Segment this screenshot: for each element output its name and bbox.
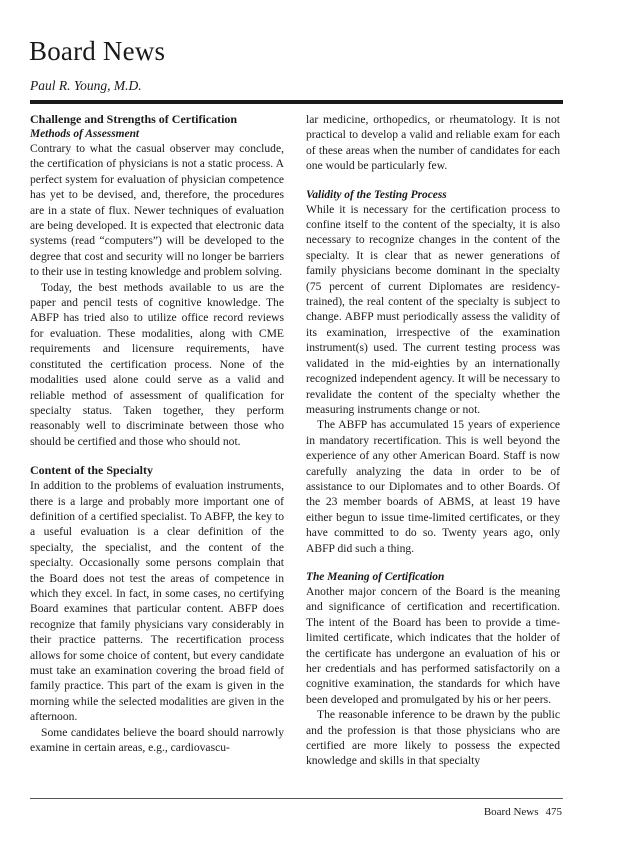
footer-rule	[30, 798, 563, 799]
subheading-validity: Validity of the Testing Process	[306, 188, 447, 201]
section-heading-challenge: Challenge and Strengths of Certification	[30, 112, 238, 126]
paragraph: Today, the best methods available to us are the paper and pencil tests of cognitive knowledge. The ABFP has tried also to utilize office record reviews for evaluation. These modalities, along with CME requirements and licensure requirements, have constituted the certification process. None of the modalities used alone could serve as a valid and reliable method of assessment of qualification for specialty status. Taken together, they perform reasonably well to discriminate between those who should be certified and those who should not.	[30, 280, 284, 448]
page-footer	[484, 806, 562, 818]
paragraph: Contrary to what the casual observer may conclude, the certification of physicians is not a static process. A perfect system for evaluation of physician competence has yet to be devised, and, therefore, the procedures are in a state of flux. Newer techniques of evaluation are being developed. It is expected that electronic data systems (read “computers”) will be developed to the degree that cost and security will no longer be barriers to their use in testing knowledge and problem solving.	[30, 142, 284, 279]
header-rule	[30, 100, 563, 104]
paragraph: While it is necessary for the certification process to confine itself to the content of the specialty, it is also necessary to recognize changes in the content of the specialty. It is clear that as newer generations of family physicians become dominant in the specialty (75 percent of current Diplomates are residency-trained), the real content of the specialty is subject to change. ABFP must periodically assess the validity of its examination, irrespective of the examination instrument(s) used. The current testing process was validated in the mid-eighties by an internationally recognized independent agency. It will be necessary to revalidate the content of the specialty whether the measuring instruments change or not.	[306, 202, 560, 416]
paragraph: The reasonable inference to be drawn by the public and the profession is that those physicians who are certified are more likely to possess the expected knowledge and skills in that specialty	[306, 708, 560, 768]
running-title: Board News	[483, 806, 539, 818]
paragraph: In addition to the problems of evaluation instruments, there is a large and probably more important one of definition of a certified specialist. To ABFP, the key to a useful evaluation is a clear definition of the specialty, the specialist, and the content of the specialty. Occasionally some persons complain that the Board does not test the areas of competence in which they excel. In fact, in some cases, no certifying Board examines that particular content. ABFP does recognize that family physicians vary considerably in their practice patterns. The recertification process allows for some choice of content, but every candidate must take an examination covering the broad field of family practice. This part of the exam is given in the morning while the selected modalities are given in the afternoon.	[30, 479, 284, 724]
right-column	[306, 112, 560, 769]
subheading-methods: Methods of Assessment	[30, 128, 140, 140]
paragraph: lar medicine, orthopedics, or rheumatology. It is not practical to develop a valid and reliable exam for each of these areas when the number of candidates for each one would be particularly few.	[306, 113, 560, 173]
page-title: Board News	[29, 36, 166, 66]
paragraph: The ABFP has accumulated 15 years of experience in mandatory recertification. This is well beyond the experience of any other American Board. Staff is now carefully analyzing the data in order to be of assistance to our Diplomates and to other Boards. Of the 23 member boards of ABMS, at least 19 have either begun to issue time-limited certificates, or they have committed to do so. Twenty years ago, only ABFP did such a thing.	[306, 418, 560, 555]
section-heading-content: Content of the Specialty	[30, 463, 153, 478]
author-byline: Paul R. Young, M.D.	[30, 78, 142, 93]
paragraph: Another major concern of the Board is the meaning and significance of certification and recertification. The intent of the Board has been to provide a time-limited certificate, which indicates that the holder of the certificate has undergone an evaluation of his or her credentials and has performed satisfactorily on a cognitive examination, the standards for which have been developed and promulgated by his or her peers.	[306, 584, 560, 706]
paragraph: Some candidates believe the board should narrowly examine in certain areas, e.g., cardiovascu-	[30, 725, 284, 755]
left-column	[30, 112, 284, 755]
subheading-meaning: The Meaning of Certification	[306, 570, 445, 583]
page-number: 475	[545, 806, 562, 818]
